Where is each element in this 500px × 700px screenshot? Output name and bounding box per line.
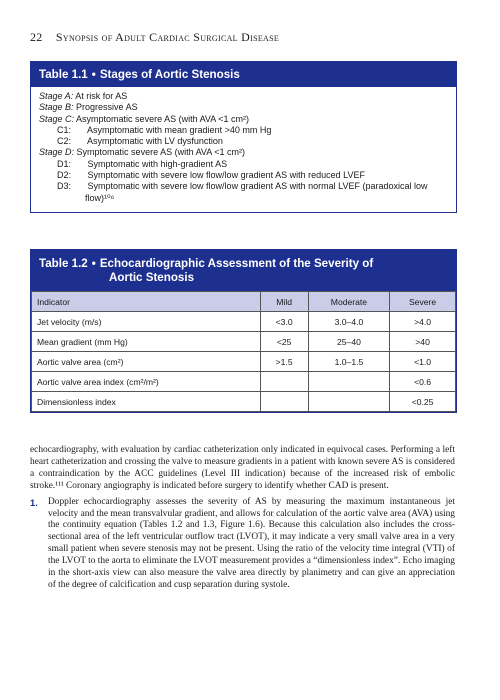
table-body xyxy=(32,312,456,412)
substage-row xyxy=(39,125,448,136)
table-title-line2: Aortic Stenosis xyxy=(109,271,195,284)
stage-row xyxy=(39,91,448,102)
running-header xyxy=(30,30,470,45)
indicator-cell: Jet velocity (m/s) xyxy=(32,312,261,332)
indicator-cell: Aortic valve area (cm²) xyxy=(32,352,261,372)
severity-table xyxy=(31,291,456,412)
stage-row xyxy=(39,114,448,125)
table-stages-of-aortic-stenosis xyxy=(30,61,457,213)
table-row xyxy=(32,312,456,332)
value-cell: <0.25 xyxy=(390,392,456,412)
stage-row xyxy=(39,147,448,158)
substage-row xyxy=(39,170,448,181)
value-cell xyxy=(260,392,308,412)
value-cell: 1.0–1.5 xyxy=(308,352,389,372)
page-number: 22 xyxy=(30,30,43,44)
substage-row xyxy=(39,159,448,170)
column-header: Severe xyxy=(390,292,456,312)
item-text: Doppler echocardiography assesses the severity of AS by measuring the maximum instantaneous jet velocity and the mean transvalvular gradient, and allows for calculation of the aortic valve area (AVA) using the continuity equation (Tables 1.2 and 1.3, Figure 1.6). Because this calculation also includes the cross-sectional area of the left ventricular outflow tract (LVOT), it may indicate a very small valve area in a very small patient when severe stenosis may not be present. Using the ratio of the velocity time integral (VTI) of the LVOT to the aorta to eliminate the LVOT measurement provides a “dimensionless index”. Echo imaging in the short-axis view can also measure the valve area directly by planimetry and can give an appreciation of the degree of calcification and cusp separation during systole. xyxy=(48,496,455,590)
row-text: At risk for AS xyxy=(75,91,128,101)
row-text: Symptomatic with severe low flow/low gradient AS with normal LVEF (paradoxical low flow)¹⁰⁶ xyxy=(85,181,428,203)
table-echo-assessment xyxy=(30,249,457,413)
table-label: Table 1.1 xyxy=(39,68,88,81)
indicator-cell: Mean gradient (mm Hg) xyxy=(32,332,261,352)
table-body xyxy=(31,87,456,212)
table-title: Stages of Aortic Stenosis xyxy=(99,68,240,81)
row-label: D2: xyxy=(57,170,72,181)
row-text: Asymptomatic with LV dysfunction xyxy=(87,136,223,147)
value-cell: <1.0 xyxy=(390,352,456,372)
row-label: C2: xyxy=(57,136,72,147)
substage-row xyxy=(39,136,448,147)
bullet-separator: • xyxy=(91,68,96,81)
column-header: Mild xyxy=(260,292,308,312)
indicator-cell: Dimensionless index xyxy=(32,392,261,412)
indicator-cell: Aortic valve area index (cm²/m²) xyxy=(32,372,261,392)
table-row xyxy=(32,352,456,372)
value-cell: >40 xyxy=(390,332,456,352)
value-cell xyxy=(260,372,308,392)
value-cell: <3.0 xyxy=(260,312,308,332)
value-cell: <0.6 xyxy=(390,372,456,392)
row-text: Progressive AS xyxy=(76,102,138,113)
row-label: Stage B: xyxy=(39,102,74,113)
column-header: Moderate xyxy=(308,292,389,312)
row-label: Stage C: xyxy=(39,113,75,124)
table-title-bar xyxy=(31,62,456,87)
row-text: Asymptomatic severe AS (with AVA <1 cm²) xyxy=(76,113,250,124)
row-text: Symptomatic severe AS (with AVA <1 cm²) xyxy=(76,147,246,158)
value-cell: 25–40 xyxy=(308,332,389,352)
row-text: Symptomatic with severe low flow/low gradient AS with reduced LVEF xyxy=(87,170,365,181)
row-text: Asymptomatic with mean gradient >40 mm Hg xyxy=(87,124,272,135)
table-label: Table 1.2 xyxy=(39,257,88,270)
row-label: Stage D: xyxy=(39,147,75,158)
column-header: Indicator xyxy=(32,292,261,312)
value-cell xyxy=(308,392,389,412)
row-text: Symptomatic with high-gradient AS xyxy=(87,158,228,169)
value-cell: >1.5 xyxy=(260,352,308,372)
table-row xyxy=(32,332,456,352)
running-title: Synopsis of Adult Cardiac Surgical Disease xyxy=(55,30,280,44)
numbered-item xyxy=(30,497,455,592)
table-row xyxy=(32,372,456,392)
value-cell: >4.0 xyxy=(390,312,456,332)
value-cell: <25 xyxy=(260,332,308,352)
paragraph: echocardiography, with evaluation by cardiac catheterization only indicated in equivocal cases. Performing a left heart catheterization and crossing the valve to measure gradients in a patient with known severe AS is considered a contraindication by the ACC guidelines (Level III indication) because of the increased risk of embolic stroke.¹¹¹ Coronary angiography is indicated before surgery to identify whether CAD is present. xyxy=(30,445,455,491)
value-cell xyxy=(308,372,389,392)
row-label: C1: xyxy=(57,124,72,135)
substage-row xyxy=(39,181,448,204)
table-row xyxy=(32,392,456,412)
table-title-bar xyxy=(31,250,456,291)
row-label: D1: xyxy=(57,158,72,169)
value-cell: 3.0–4.0 xyxy=(308,312,389,332)
bullet-separator: • xyxy=(91,257,96,270)
table-header-row xyxy=(32,292,456,312)
row-label: D3: xyxy=(57,181,72,192)
table-title-line1: Echocardiographic Assessment of the Severity of xyxy=(99,257,374,270)
stage-row xyxy=(39,102,448,113)
row-label: Stage A: xyxy=(39,91,74,101)
body-text xyxy=(30,445,455,592)
item-number: 1. xyxy=(30,496,38,508)
